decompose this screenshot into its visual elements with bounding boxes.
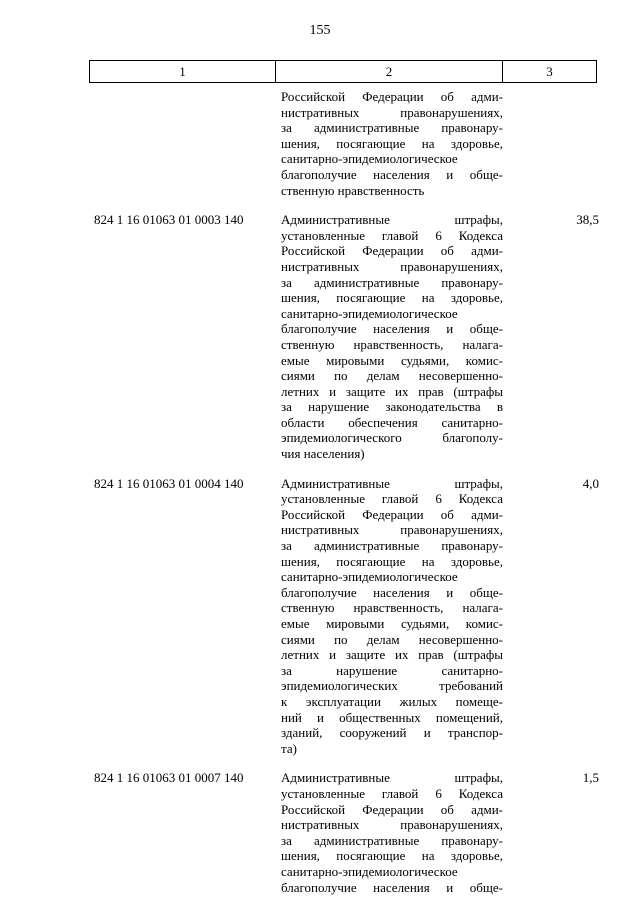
description-line: емые мировыми судьями, комис- — [281, 352, 503, 368]
description-line: ственную нравственность — [281, 182, 425, 198]
revenue-description — [281, 476, 503, 757]
description-line: шения, посягающие на здоровье, — [281, 848, 503, 864]
description-line: та) — [281, 740, 297, 756]
description-line: установленные главой 6 Кодекса — [281, 227, 503, 243]
description-line: благополучие населения и обще- — [281, 879, 503, 895]
column-header-row — [90, 61, 597, 83]
budget-classification-code: 824 1 16 01063 01 0007 140 — [94, 770, 244, 786]
description-line: Административные штрафы, — [281, 770, 503, 786]
description-line: установленные главой 6 Кодекса — [281, 785, 503, 801]
description-line: зданий, сооружений и транспор- — [281, 725, 503, 741]
description-line: благополучие населения и обще- — [281, 321, 503, 337]
description-line: летних и защите их прав (штрафы — [281, 383, 503, 399]
table-body — [0, 89, 640, 909]
column-header-3: 3 — [503, 61, 597, 83]
description-line: Российской Федерации об адми- — [281, 89, 503, 104]
table-row — [0, 89, 640, 198]
description-line: летних и защите их прав (штрафы — [281, 647, 503, 663]
amount-value: 4,0 — [582, 475, 599, 491]
table-row — [0, 770, 640, 895]
description-line: за административные правонару- — [281, 274, 503, 290]
description-line: Российской Федерации об адми- — [281, 506, 503, 522]
page-number: 155 — [309, 23, 331, 38]
description-line: санитарно-эпидемиологическое — [281, 305, 458, 321]
budget-classification-code: 824 1 16 01063 01 0004 140 — [94, 475, 244, 491]
description-line: нистративных правонарушениях, — [281, 817, 503, 833]
description-line: установленные главой 6 Кодекса — [281, 491, 503, 507]
description-line: сиями по делам несовершенно- — [281, 368, 503, 384]
description-line: за административные правонару- — [281, 120, 503, 136]
description-line: благополучие населения и обще- — [281, 166, 503, 182]
amount-value: 1,5 — [582, 770, 599, 786]
table-row — [0, 212, 640, 462]
description-line: шения, посягающие на здоровье, — [281, 553, 503, 569]
column-header-table — [89, 60, 597, 83]
description-line: санитарно-эпидемиологическое — [281, 863, 458, 879]
description-line: эпидемиологического благополу- — [281, 430, 503, 446]
amount-value: 38,5 — [576, 212, 599, 228]
budget-classification-code: 824 1 16 01063 01 0003 140 — [94, 212, 244, 228]
description-line: за административные правонару- — [281, 538, 503, 554]
column-header-1: 1 — [90, 61, 276, 83]
revenue-description — [281, 212, 503, 462]
description-line: ственную нравственность, налага- — [281, 600, 503, 616]
description-line: Российской Федерации об адми- — [281, 801, 503, 817]
description-line: шения, посягающие на здоровье, — [281, 135, 503, 151]
description-line: за административные правонару- — [281, 832, 503, 848]
description-line: за нарушение санитарно- — [281, 662, 503, 678]
description-line: Российской Федерации об адми- — [281, 243, 503, 259]
description-line: Административные штрафы, — [281, 475, 503, 491]
description-line: к эксплуатации жилых помеще- — [281, 693, 503, 709]
description-line: шения, посягающие на здоровье, — [281, 290, 503, 306]
description-line: за нарушение законодательства в — [281, 399, 503, 415]
description-line: санитарно-эпидемиологическое — [281, 569, 458, 585]
description-line: Административные штрафы, — [281, 212, 503, 228]
description-line: ний и общественных помещений, — [281, 709, 503, 725]
description-line: емые мировыми судьями, комис- — [281, 616, 503, 631]
description-line: эпидемиологических требований — [281, 678, 503, 694]
description-line: сиями по делам несовершенно- — [281, 631, 503, 647]
table-row — [0, 476, 640, 757]
description-line: чия населения) — [281, 446, 365, 462]
revenue-description — [281, 770, 503, 895]
description-line: нистративных правонарушениях, — [281, 104, 503, 120]
column-header-2: 2 — [276, 61, 503, 83]
description-line: ственную нравственность, налага- — [281, 336, 503, 352]
description-line: нистративных правонарушениях, — [281, 522, 503, 538]
description-line: благополучие населения и обще- — [281, 584, 503, 600]
description-line: санитарно-эпидемиологическое — [281, 151, 458, 167]
description-line: нистративных правонарушениях, — [281, 258, 503, 274]
description-line: области обеспечения санитарно- — [281, 414, 503, 430]
revenue-description — [281, 89, 503, 198]
